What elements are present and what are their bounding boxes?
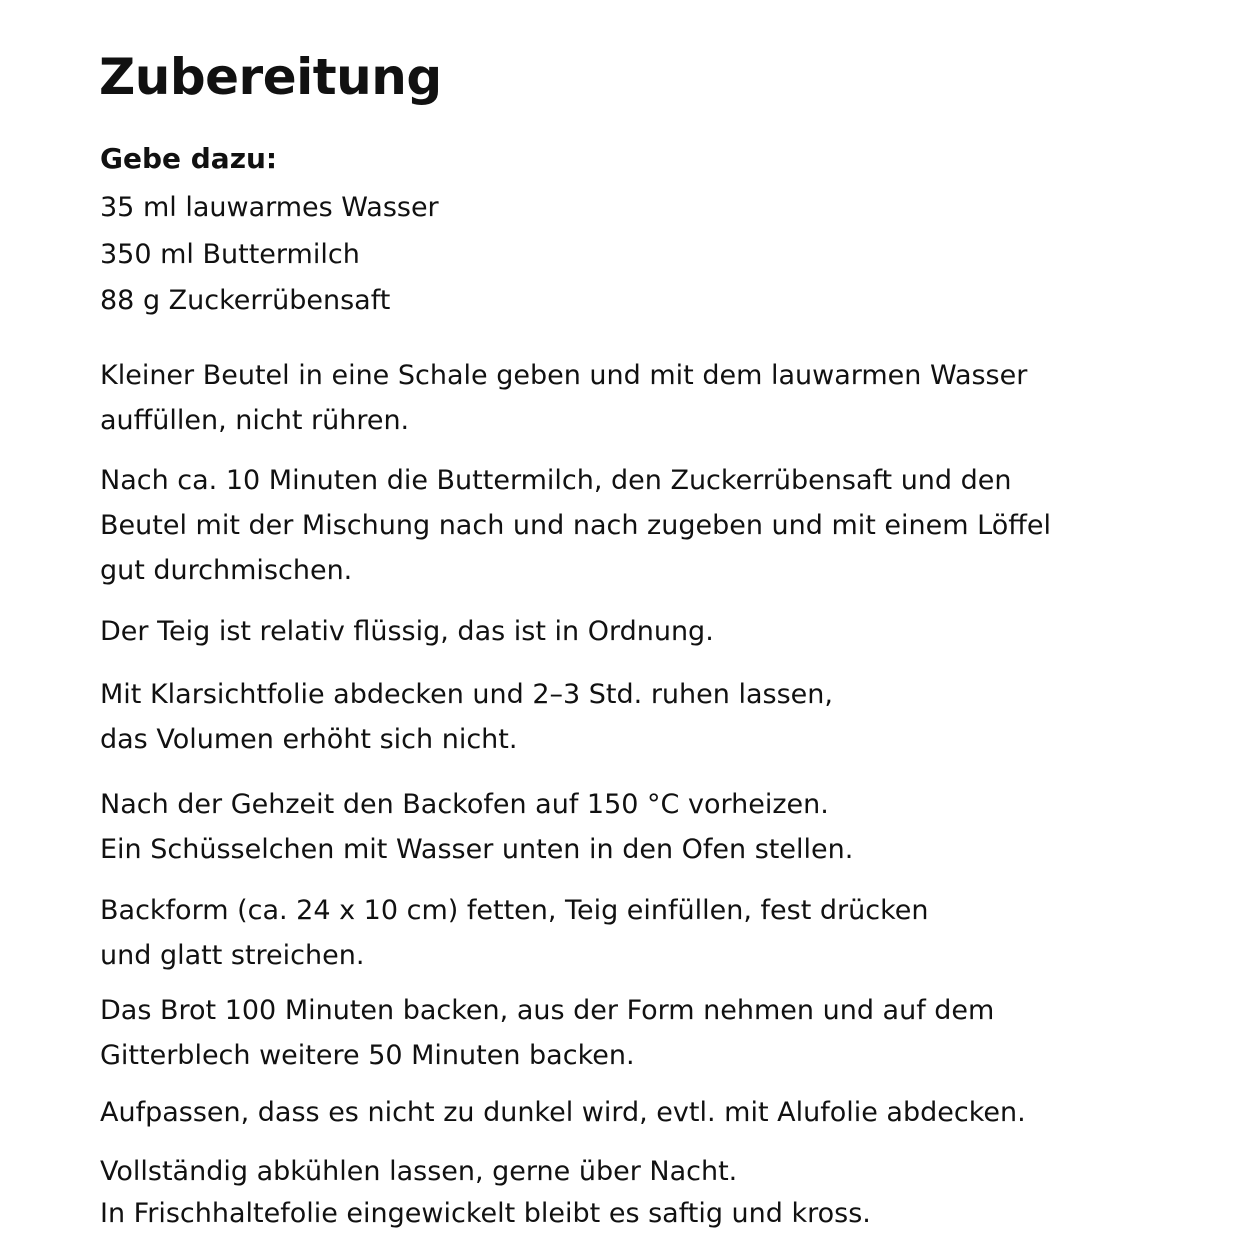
ingredients-heading: Gebe dazu:	[100, 142, 278, 175]
step-paragraph	[100, 353, 1180, 443]
step-line: das Volumen erhöht sich nicht.	[100, 724, 518, 755]
step-line: Beutel mit der Mischung nach und nach zugeben und mit einem Löffel	[100, 510, 1051, 541]
step-paragraph	[100, 672, 1180, 762]
step-line: und glatt streichen.	[100, 940, 365, 971]
page-title: Zubereitung	[99, 48, 442, 106]
step-line: Der Teig ist relativ flüssig, das ist in Ordnung.	[100, 616, 714, 647]
step-paragraph	[100, 609, 1180, 654]
step-line: auffüllen, nicht rühren.	[100, 405, 410, 436]
step-line: Ein Schüsselchen mit Wasser unten in den Ofen stellen.	[100, 834, 854, 865]
step-line: Nach ca. 10 Minuten die Buttermilch, den Zuckerrübensaft und den	[100, 465, 1012, 496]
ingredient-list	[100, 185, 439, 325]
ingredient-item: 350 ml Buttermilch	[100, 238, 360, 270]
step-paragraph	[100, 988, 1180, 1078]
step-line: Backform (ca. 24 x 10 cm) fetten, Teig einfüllen, fest drücken	[100, 895, 929, 926]
step-line: Aufpassen, dass es nicht zu dunkel wird, evtl. mit Alufolie abdecken.	[100, 1097, 1026, 1128]
step-line: Vollständig abkühlen lassen, gerne über Nacht.	[100, 1156, 738, 1187]
step-line: In Frischhaltefolie eingewickelt bleibt es saftig und kross.	[100, 1198, 871, 1229]
step-line: Kleiner Beutel in eine Schale geben und mit dem lauwarmen Wasser	[100, 360, 1028, 391]
step-paragraph	[100, 1151, 1180, 1235]
step-paragraph	[100, 782, 1180, 872]
step-line: gut durchmischen.	[100, 555, 353, 586]
step-line: Mit Klarsichtfolie abdecken und 2–3 Std. ruhen lassen,	[100, 679, 833, 710]
step-line: Nach der Gehzeit den Backofen auf 150 °C vorheizen.	[100, 789, 829, 820]
ingredient-item: 35 ml lauwarmes Wasser	[100, 192, 439, 223]
step-paragraph	[100, 888, 1180, 978]
ingredient-item: 88 g Zuckerrübensaft	[100, 285, 391, 316]
step-paragraph	[100, 458, 1180, 593]
step-line: Gitterblech weitere 50 Minuten backen.	[100, 1040, 635, 1071]
step-paragraph	[100, 1090, 1180, 1135]
step-line: Das Brot 100 Minuten backen, aus der Form nehmen und auf dem	[100, 995, 995, 1026]
